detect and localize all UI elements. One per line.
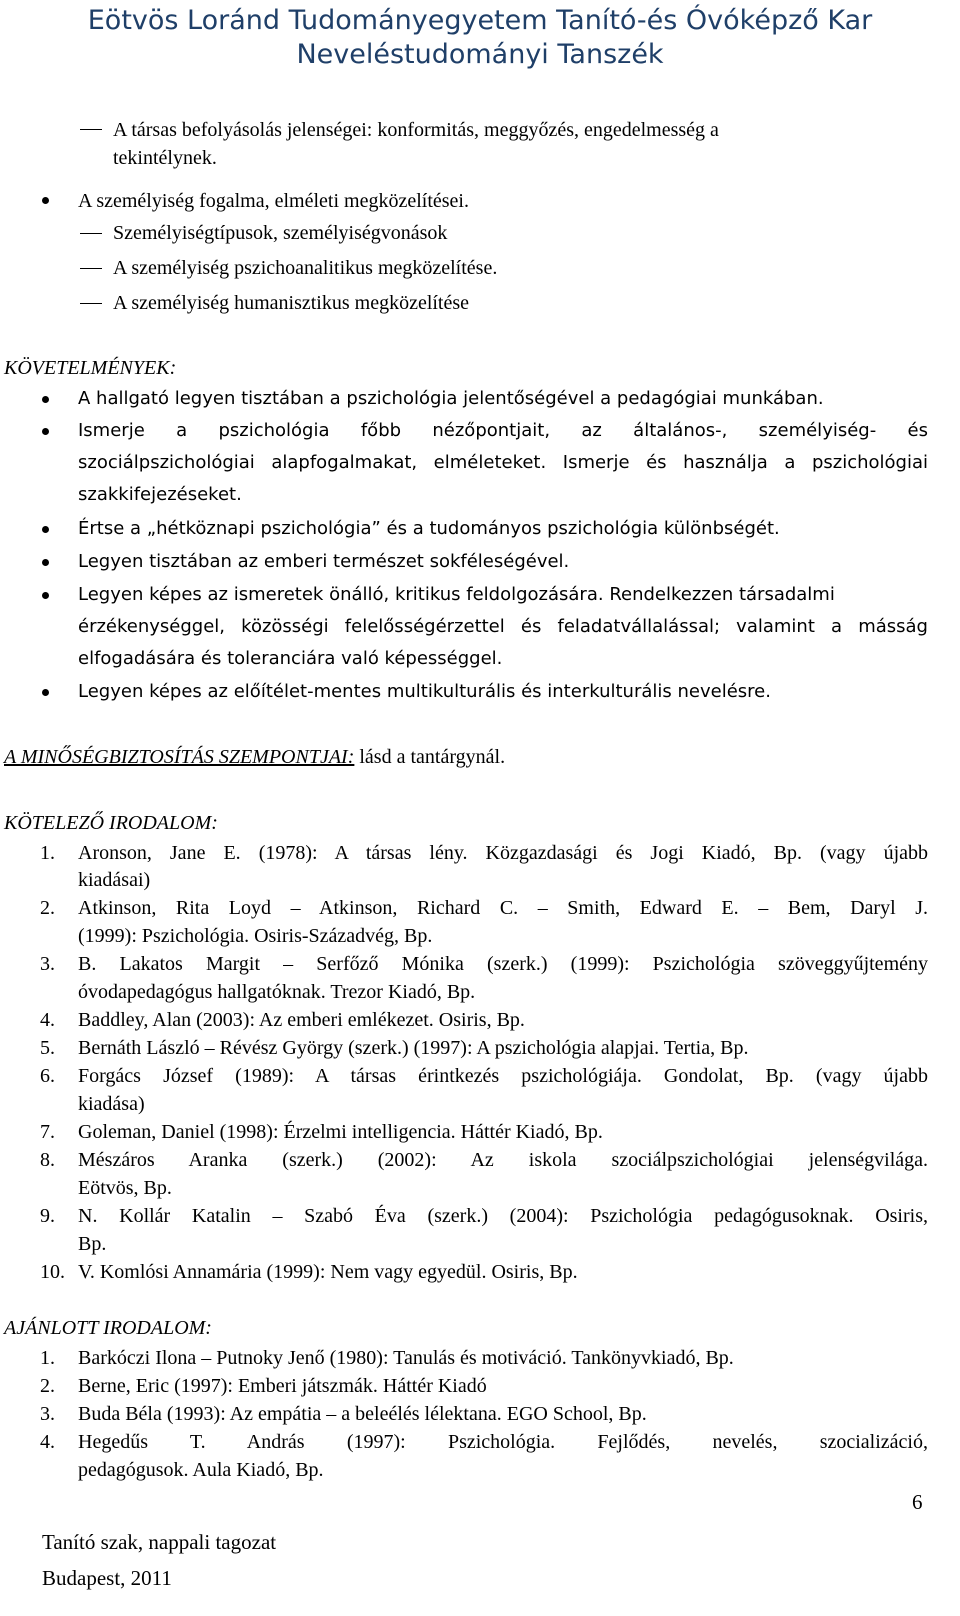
list-number: 8. xyxy=(40,1149,55,1171)
quality-text: lásd a tantárgynál. xyxy=(354,746,506,768)
requirement-item-part: Rendelkezzen társadalmi xyxy=(609,584,835,605)
dash-marker xyxy=(80,268,102,269)
list-number: 2. xyxy=(40,1375,55,1397)
reference-item: Atkinson, Rita Loyd – Atkinson, Richard C. – Smith, Edward E. – Bem, Daryl J. xyxy=(78,897,928,919)
reference-item: V. Komlósi Annamária (1999): Nem vagy egyedül. Osiris, Bp. xyxy=(78,1261,578,1283)
topic-item: A személyiség fogalma, elméleti megközelítései. xyxy=(78,190,469,212)
requirement-item: Értse a „hétköznapi pszichológia” és a tudományos pszichológia különbségét. xyxy=(78,518,780,539)
requirements-heading: KÖVETELMÉNYEK: xyxy=(4,357,177,379)
requirement-item: A hallgató legyen tisztában a pszichológia jelentőségével a pedagógiai munkában. xyxy=(78,388,824,409)
header-department: Neveléstudományi Tanszék xyxy=(296,39,664,70)
bullet-marker xyxy=(42,197,49,204)
list-number: 3. xyxy=(40,1403,55,1425)
bullet-marker xyxy=(42,559,49,566)
list-number: 4. xyxy=(40,1009,55,1031)
requirement-item-continued: szakkifejezéseket. xyxy=(78,484,242,505)
reference-item: Bernáth László – Révész György (szerk.) (1997): A pszichológia alapjai. Tertia, Bp. xyxy=(78,1037,749,1059)
bullet-marker xyxy=(42,592,49,599)
bullet-marker xyxy=(42,396,49,403)
reference-item: Buda Béla (1993): Az empátia – a beleélés lélektana. EGO School, Bp. xyxy=(78,1403,647,1425)
list-number: 1. xyxy=(40,842,55,864)
requirement-item: Ismerje a pszichológia főbb nézőpontjait, az általános-, személyiség- és xyxy=(78,420,928,441)
bullet-marker xyxy=(42,428,49,435)
dash-marker xyxy=(80,303,102,304)
bullet-marker xyxy=(42,689,49,696)
reference-item-continued: (1999): Pszichológia. Osiris-Századvég, Bp. xyxy=(78,925,433,947)
requirement-item: Legyen képes az előítélet-mentes multikulturális és interkulturális nevelésre. xyxy=(78,681,771,702)
reference-item: Baddley, Alan (2003): Az emberi emlékezet. Osiris, Bp. xyxy=(78,1009,525,1031)
list-number: 5. xyxy=(40,1037,55,1059)
reference-item-continued: Bp. xyxy=(78,1233,107,1255)
topic-item: A személyiség pszichoanalitikus megközelítése. xyxy=(113,257,498,279)
footer-program: Tanító szak, nappali tagozat xyxy=(42,1530,277,1554)
dash-marker xyxy=(80,129,102,130)
page-number: 6 xyxy=(912,1490,923,1514)
list-number: 10. xyxy=(40,1261,65,1283)
topic-item: A társas befolyásolás jelenségei: konformitás, meggyőzés, engedelmesség a xyxy=(113,119,719,141)
requirement-item: Legyen tisztában az emberi természet sokféleségével. xyxy=(78,551,570,572)
list-number: 6. xyxy=(40,1065,55,1087)
header-institution: Eötvös Loránd Tudományegyetem Tanító-és Óvóképző Kar xyxy=(87,5,873,36)
quality-heading: A MINŐSÉGBIZTOSÍTÁS SZEMPONTJAI: xyxy=(4,746,355,768)
reference-item-continued: kiadásai) xyxy=(78,869,151,891)
requirement-item-part: Legyen képes az ismeretek önálló, kritikus feldolgozására. xyxy=(78,584,604,605)
reference-item: N. Kollár Katalin – Szabó Éva (szerk.) (2004): Pszichológia pedagógusoknak. Osiris, xyxy=(78,1205,928,1227)
reference-item: Berne, Eric (1997): Emberi játszmák. Háttér Kiadó xyxy=(78,1375,487,1397)
reference-item-continued: kiadása) xyxy=(78,1093,145,1115)
reference-item-continued: óvodapedagógus hallgatóknak. Trezor Kiadó, Bp. xyxy=(78,981,476,1003)
requirement-item-continued: elfogadására és toleranciára való képességgel. xyxy=(78,648,503,669)
topic-item: Személyiségtípusok, személyiségvonások xyxy=(113,222,448,244)
list-number: 2. xyxy=(40,897,55,919)
reference-item: Goleman, Daniel (1998): Érzelmi intelligencia. Háttér Kiadó, Bp. xyxy=(78,1121,603,1143)
requirement-item xyxy=(78,580,835,610)
list-number: 9. xyxy=(40,1205,55,1227)
reference-item: Mészáros Aranka (szerk.) (2002): Az iskola szociálpszichológiai jelenségvilága. xyxy=(78,1149,928,1171)
list-number: 4. xyxy=(40,1431,55,1453)
list-number: 3. xyxy=(40,953,55,975)
dash-marker xyxy=(80,233,102,234)
reference-item: Aronson, Jane E. (1978): A társas lény. Közgazdasági és Jogi Kiadó, Bp. (vagy újabb xyxy=(78,842,928,864)
required-literature-heading: KÖTELEZŐ IRODALOM: xyxy=(4,812,218,834)
reference-item: Hegedűs T. András (1997): Pszichológia. Fejlődés, nevelés, szocializáció, xyxy=(78,1431,928,1453)
list-number: 1. xyxy=(40,1347,55,1369)
topic-item: A személyiség humanisztikus megközelítése xyxy=(113,292,470,314)
footer-place-date: Budapest, 2011 xyxy=(42,1566,172,1590)
list-number: 7. xyxy=(40,1121,55,1143)
requirement-item-continued: szociálpszichológiai alapfogalmakat, elméleteket. Ismerje és használja a pszichológiai xyxy=(78,452,928,473)
reference-item: Barkóczi Ilona – Putnoky Jenő (1980): Tanulás és motiváció. Tankönyvkiadó, Bp. xyxy=(78,1347,734,1369)
bullet-marker xyxy=(42,526,49,533)
reference-item: B. Lakatos Margit – Serfőző Mónika (szerk.) (1999): Pszichológia szöveggyűjtemény xyxy=(78,953,928,975)
quality-paragraph xyxy=(4,742,505,772)
requirement-item-continued: érzékenységgel, közösségi felelősségérzettel és feladatvállalással; valamint a másság xyxy=(78,616,928,637)
reference-item: Forgács József (1989): A társas érintkezés pszichológiája. Gondolat, Bp. (vagy újabb xyxy=(78,1065,928,1087)
topic-item-continued: tekintélynek. xyxy=(113,147,217,169)
recommended-literature-heading: AJÁNLOTT IRODALOM: xyxy=(4,1317,212,1339)
reference-item-continued: Eötvös, Bp. xyxy=(78,1177,172,1199)
reference-item-continued: pedagógusok. Aula Kiadó, Bp. xyxy=(78,1459,324,1481)
